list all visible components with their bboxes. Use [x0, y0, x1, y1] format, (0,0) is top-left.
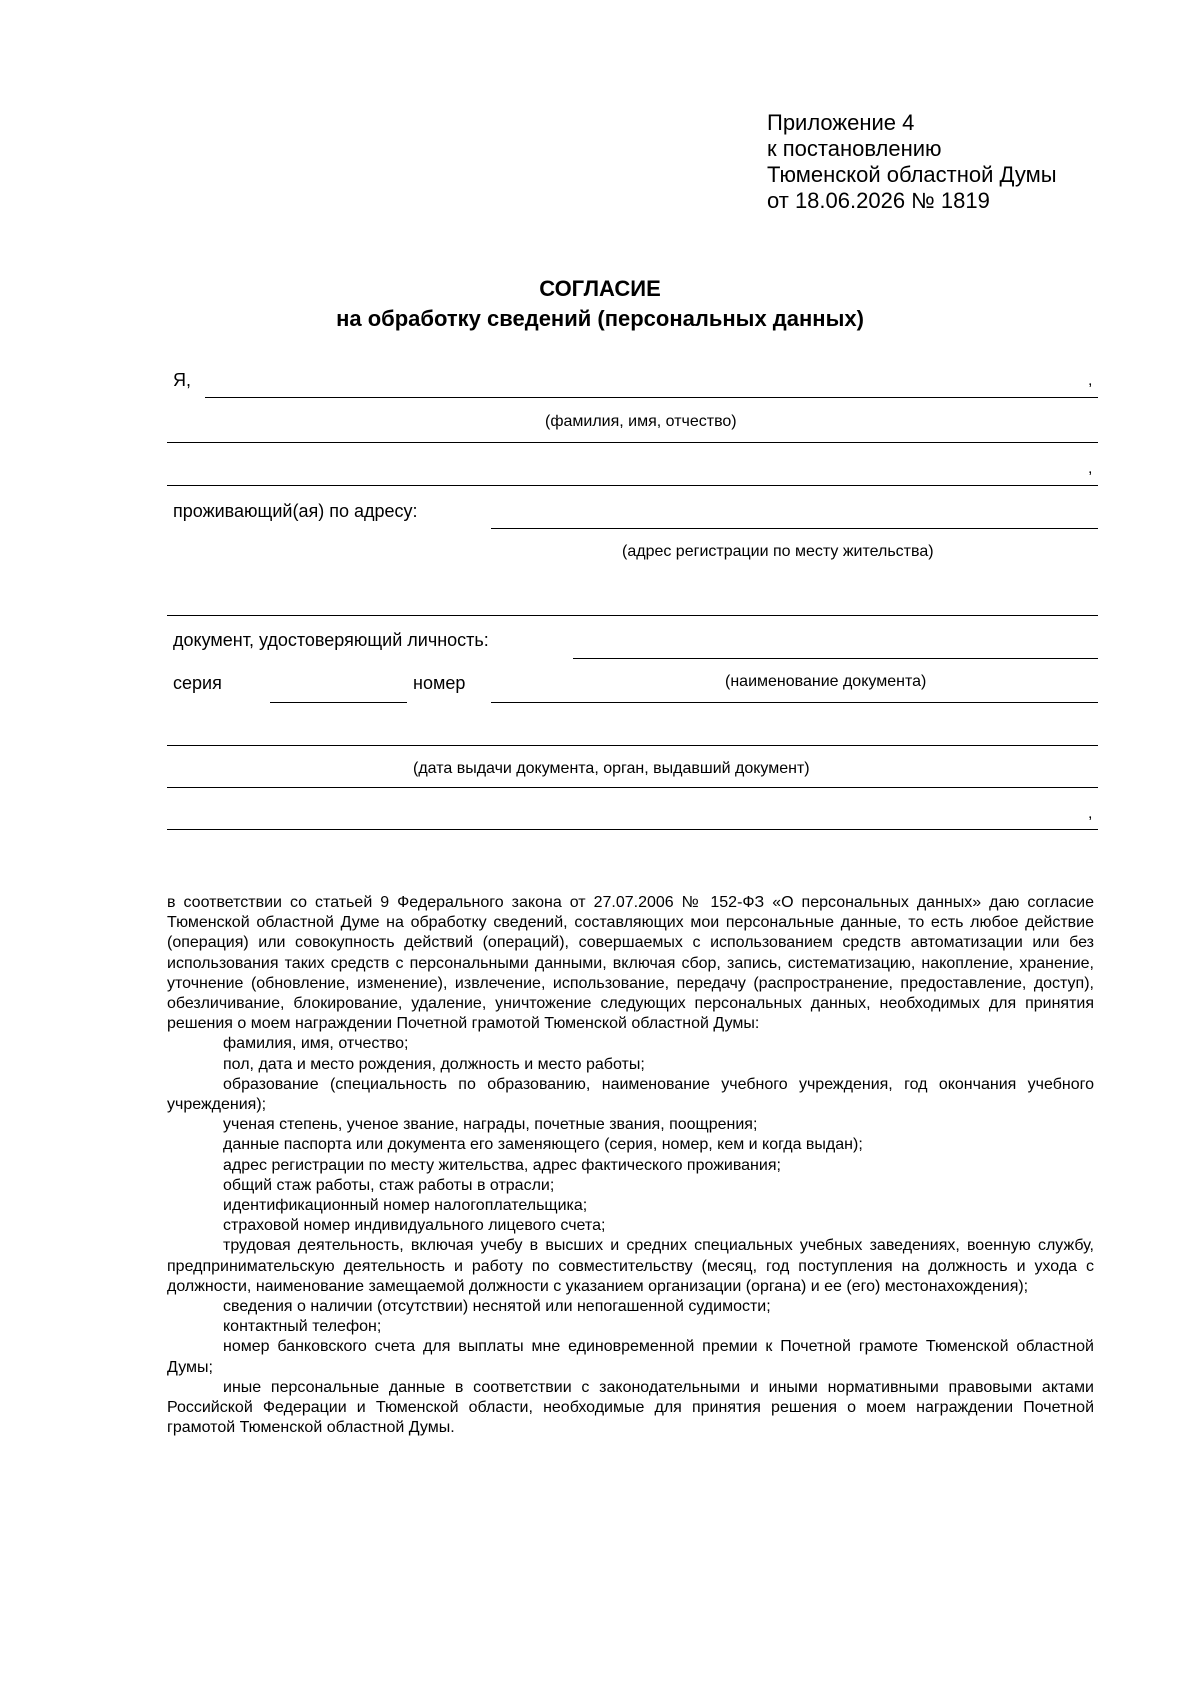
- appendix-block: [767, 110, 1057, 214]
- list-item: общий стаж работы, стаж работы в отрасли;: [223, 1176, 555, 1194]
- list-item: номер банковского счета для выплаты мне единовременной премии к Почетной грамоте Тюменской областной Думы;: [167, 1338, 1094, 1376]
- list-item: идентификационный номер налогоплательщика;: [223, 1197, 588, 1215]
- list-item: трудовая деятельность, включая учебу в высших и средних специальных учебных заведениях, военную службу, предпринимательскую деятельность и работу по совместительству (месяц, год поступления на должность и ухода с должности, наименование замещаемой должности с указанием организации (органа) и ее (его) местонахождения);: [167, 1237, 1094, 1295]
- issue-caption: (дата выдачи документа, орган, выдавший документ): [413, 760, 810, 777]
- list-item: иные персональные данные в соответствии с законодательными и иными нормативными правовыми актами Российской Федерации и Тюменской области, необходимые для принятия решения о моем награждении Почетной грамотой Тюменской областной Думы.: [167, 1378, 1094, 1437]
- comma-1: ,: [1088, 372, 1093, 389]
- issue-extra-line-2[interactable]: [167, 829, 1098, 830]
- document-subtitle: на обработку сведений (персональных данных): [336, 306, 864, 331]
- series-label: серия: [173, 673, 222, 693]
- fio-extra-line[interactable]: [167, 442, 1098, 443]
- list-item: фамилия, имя, отчество;: [223, 1035, 409, 1053]
- consent-intro: в соответствии со статьей 9 Федерального закона от 27.07.2006 № 152-ФЗ «О персональных данных» даю согласие Тюменской областной Думе на обработку сведений, составляющих мои персональные данные, то есть любое действие (операция) или совокупность действий (операций), совершаемых с использованием средств автоматизации или без использования таких средств с персональными данными, включая сбор, запись, систематизацию, накопление, хранение, уточнение (обновление, изменение), извлечение, использование, передачу (распространение, предоставление, доступ), обезличивание, блокирование, удаление, уничтожение следующих персональных данных, необходимых для принятия решения о моем награждении Почетной грамотой Тюменской областной Думы:: [167, 894, 1094, 1033]
- series-input-line[interactable]: [270, 702, 407, 703]
- list-item: данные паспорта или документа его заменяющего (серия, номер, кем и когда выдан);: [223, 1136, 863, 1154]
- address-input-line[interactable]: [491, 528, 1098, 529]
- appendix-line-2: к постановлению: [767, 136, 942, 161]
- appendix-line-1: Приложение 4: [767, 110, 915, 135]
- appendix-line-4: от 18.06.2026 № 1819: [767, 188, 990, 213]
- document-name-line[interactable]: [573, 658, 1098, 659]
- list-item: образование (специальность по образованию, наименование учебного учреждения, год окончания учебного учреждения);: [167, 1075, 1094, 1114]
- ya-label: Я,: [173, 370, 191, 390]
- address-extra-line[interactable]: [167, 615, 1098, 616]
- comma-2: ,: [1088, 460, 1093, 477]
- address-caption: (адрес регистрации по месту жительства): [622, 543, 934, 560]
- number-input-line[interactable]: [491, 702, 1098, 703]
- fio-input-line[interactable]: [205, 397, 1098, 398]
- issue-input-line[interactable]: [167, 745, 1098, 746]
- list-item: страховой номер индивидуального лицевого счета;: [223, 1217, 606, 1235]
- fio-extra-line-2[interactable]: [167, 485, 1098, 486]
- document-caption: (наименование документа): [725, 673, 927, 690]
- list-item: адрес регистрации по месту жительства, адрес фактического проживания;: [223, 1156, 781, 1174]
- document-label: документ, удостоверяющий личность:: [173, 630, 489, 650]
- number-label: номер: [413, 673, 466, 693]
- document-title: СОГЛАСИЕ: [539, 276, 661, 301]
- comma-3: ,: [1088, 805, 1093, 822]
- consent-body: [167, 893, 1094, 1438]
- fio-caption: (фамилия, имя, отчество): [545, 413, 737, 430]
- list-item: сведения о наличии (отсутствии) неснятой или непогашенной судимости;: [223, 1298, 771, 1316]
- issue-extra-line[interactable]: [167, 787, 1098, 788]
- list-item: ученая степень, ученое звание, награды, почетные звания, поощрения;: [223, 1116, 758, 1134]
- list-item: контактный телефон;: [223, 1318, 382, 1336]
- list-item: пол, дата и место рождения, должность и место работы;: [223, 1055, 645, 1073]
- appendix-line-3: Тюменской областной Думы: [767, 162, 1057, 187]
- address-label: проживающий(ая) по адресу:: [173, 501, 418, 521]
